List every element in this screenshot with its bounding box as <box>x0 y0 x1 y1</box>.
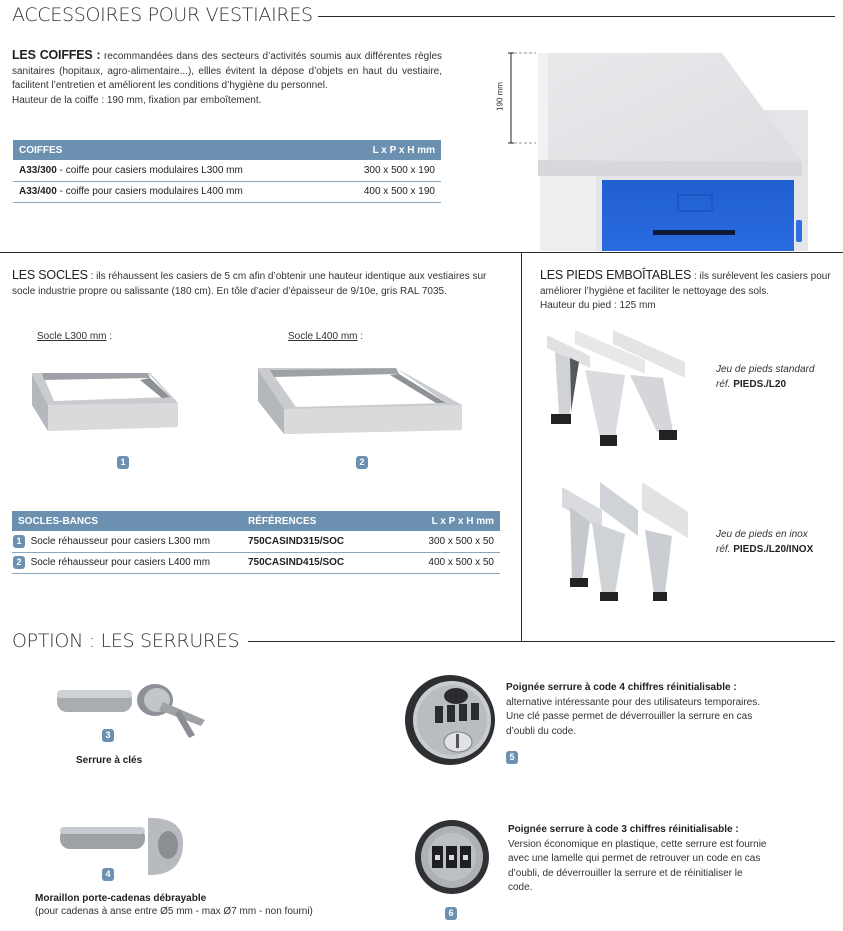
padlock-hasp-text <box>35 892 313 918</box>
socle-image-1 <box>30 370 180 442</box>
coiffes-lead: LES COIFFES : <box>12 48 101 62</box>
socles-table <box>12 511 500 574</box>
pieds-standard-image <box>545 330 690 448</box>
row-product <box>13 160 329 181</box>
row-ref: A33/400 <box>19 186 57 197</box>
socles-intro <box>12 268 512 299</box>
dimension-label: 190 mm <box>495 82 505 111</box>
row-desc: Socle réhausseur pour casiers L400 mm <box>30 557 211 568</box>
row-desc-cell <box>12 531 242 552</box>
row-product <box>13 181 329 202</box>
badge: 1 <box>117 456 129 469</box>
item-text: (pour cadenas à anse entre Ø5 mm - max Ø7 mm - non fourni) <box>35 906 313 917</box>
col-header: SOCLES-BANCS <box>12 511 242 531</box>
pieds-height-note: Hauteur du pied : 125 mm <box>540 300 656 311</box>
serrures-title: OPTION : LES SERRURES <box>12 630 240 652</box>
section-divider <box>0 252 843 253</box>
socle-image-2 <box>256 365 464 443</box>
socle-name: Socle L300 mm <box>37 331 107 342</box>
col-header: L x P x H mm <box>402 511 500 531</box>
caption-text: Jeu de pieds standard <box>716 364 815 375</box>
pieds-intro <box>540 268 835 314</box>
coiffe-image <box>490 50 810 251</box>
serrures-rule <box>248 641 835 642</box>
socles-lead: LES SOCLES <box>12 268 88 282</box>
pieds-standard-caption <box>716 362 814 392</box>
row-ref: 750CASIND315/SOC <box>242 531 402 552</box>
row-desc-cell <box>12 552 242 573</box>
badge: 6 <box>445 907 457 920</box>
badge: 5 <box>506 751 518 764</box>
column-divider <box>521 252 522 642</box>
row-dims: 300 x 500 x 190 <box>329 160 441 181</box>
row-desc: - coiffe pour casiers modulaires L300 mm <box>56 164 243 176</box>
table-row <box>13 160 441 181</box>
ref-code: PIEDS./L20 <box>733 379 787 390</box>
code-lock-4-image <box>402 672 498 768</box>
item-text: Version économique en plastique, cette serrure est fournie avec une lamelle qui permet de retrouver un code en cas d’oubli, de déverrouiller la serrure et de réinitialiser le code. <box>508 838 767 893</box>
row-dims: 400 x 500 x 50 <box>402 552 500 573</box>
row-ref: 750CASIND415/SOC <box>242 552 402 573</box>
item-title: Poignée serrure à code 4 chiffres réinitialisable : <box>506 682 737 693</box>
badge: 4 <box>102 868 114 881</box>
socle-label-2 <box>288 330 363 345</box>
ref-code: PIEDS./L20/INOX <box>733 544 814 555</box>
table-header-row <box>13 140 441 160</box>
col-header: COIFFES <box>13 140 329 160</box>
pieds-inox-image <box>560 482 690 604</box>
pieds-inox-caption <box>716 527 813 557</box>
coiffes-intro <box>12 48 442 108</box>
padlock-hasp-image <box>58 815 188 885</box>
coiffes-height-note: Hauteur de la coiffe : 190 mm, fixation par emboîtement. <box>12 94 262 106</box>
row-dims: 300 x 500 x 50 <box>402 531 500 552</box>
socle-suffix: : <box>357 331 364 342</box>
row-desc: - coiffe pour casiers modulaires L400 mm <box>56 186 243 197</box>
socle-name: Socle L400 mm <box>288 331 358 342</box>
item-text: alternative intéressante pour des utilisateurs temporaires. Une clé passe permet de déverrouiller la serrure en cas d’oubli du code. <box>506 696 761 737</box>
badge: 2 <box>13 556 25 569</box>
caption-ref-line <box>716 377 814 392</box>
caption-text: Jeu de pieds en inox <box>716 529 808 540</box>
code-lock-3-text <box>508 823 768 896</box>
row-desc: Socle réhausseur pour casiers L300 mm <box>30 535 211 547</box>
page-title: ACCESSOIRES POUR VESTIAIRES <box>12 4 313 26</box>
caption-ref-line <box>716 542 813 557</box>
row-dims: 400 x 500 x 190 <box>329 181 441 202</box>
pieds-lead: LES PIEDS EMBOÎTABLES <box>540 268 692 282</box>
item-title: Moraillon porte-cadenas débrayable <box>35 893 207 904</box>
coiffes-description: recommandées dans des secteurs d’activités soumis aux différentes règles sanitaires (hopitaux, agro-alimentaire...), ellles évitent la dépose d’objets en haut du vestiaire, facilitent l’entretien et améliorent les conditions d’hygiène du personnel. <box>12 51 443 91</box>
item-title: Poignée serrure à code 3 chiffres réinitialisable : <box>508 824 739 835</box>
table-row <box>12 552 500 573</box>
title-rule <box>318 16 835 17</box>
row-ref: A33/300 <box>19 164 57 176</box>
table-row <box>12 531 500 552</box>
table-header-row <box>12 511 500 531</box>
table-row <box>13 181 441 202</box>
col-header: RÉFÉRENCES <box>242 511 402 531</box>
pieds-description: : ils surélevent les casiers pour améliorer l’hygiène et faciliter le nettoyage des sols. <box>540 271 831 297</box>
ref-prefix: réf. <box>716 379 731 390</box>
lock-key-image <box>55 680 215 750</box>
badge: 1 <box>13 535 25 548</box>
socles-description: : ils réhaussent les casiers de 5 cm afin d’obtenir une hauteur identique aux vestiaires sur socle industrie propre ou salissante (180 cm). En tôle d’acier d’épaisseur de 9/10e, gris RAL 7035. <box>12 271 487 297</box>
badge: 2 <box>356 456 368 469</box>
socle-suffix: : <box>106 331 113 342</box>
coiffes-table <box>13 140 441 203</box>
code-lock-4-text <box>506 681 776 739</box>
ref-prefix: réf. <box>716 544 731 555</box>
lock-key-title: Serrure à clés <box>76 755 143 766</box>
code-lock-3-image <box>413 818 491 896</box>
col-header: L x P x H mm <box>329 140 441 160</box>
badge: 3 <box>102 729 114 742</box>
socle-label-1 <box>37 330 112 345</box>
